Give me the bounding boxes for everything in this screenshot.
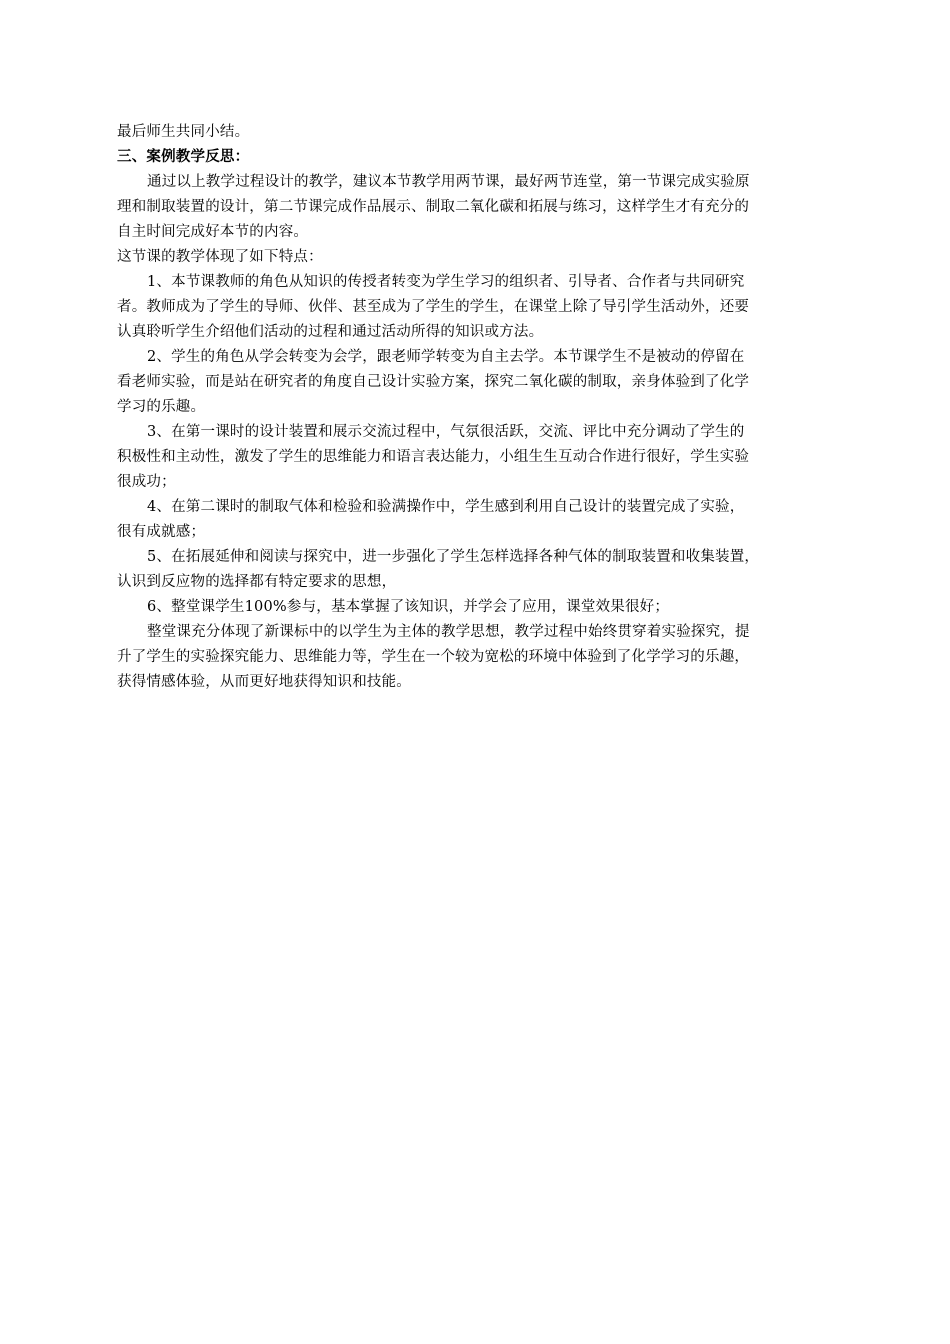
section-heading: 三、案例教学反思： (117, 149, 250, 165)
paragraph-feature-6 (117, 595, 837, 620)
paragraph-line: 1、本节课教师的角色从知识的传授者转变为学生学习的组织者、引导者、合作者与共同研究 (147, 274, 745, 290)
paragraph-line: 4、在第二课时的制取气体和检验和验满操作中，学生感到利用自己设计的装置完成了实验， (147, 499, 745, 515)
paragraph-features-intro (117, 245, 837, 270)
paragraph-line: 积极性和主动性，激发了学生的思维能力和语言表达能力，小组生生互动合作进行很好，学生实验 (117, 449, 750, 465)
paragraph-line: 整堂课充分体现了新课标中的以学生为主体的教学思想，教学过程中始终贯穿着实验探究，提 (147, 624, 750, 640)
paragraph-line: 者。教师成为了学生的导师、伙伴、甚至成为了学生的学生，在课堂上除了导引学生活动外，还要 (117, 299, 750, 315)
paragraph-line: 看老师实验，而是站在研究者的角度自己设计实验方案，探究二氧化碳的制取，亲身体验到了化学 (117, 374, 750, 390)
paragraph-line: 这节课的教学体现了如下特点： (117, 249, 323, 265)
closing-line: 最后师生共同小结。 (117, 124, 250, 140)
paragraph-feature-3 (117, 420, 837, 495)
paragraph-line: 2、学生的角色从学会转变为会学，跟老师学转变为自主去学。本节课学生不是被动的停留在 (147, 349, 745, 365)
paragraph-line: 6、整堂课学生100%参与，基本掌握了该知识，并学会了应用，课堂效果很好； (147, 599, 670, 615)
paragraph-line: 升了学生的实验探究能力、思维能力等，学生在一个较为宽松的环境中体验到了化学学习的乐趣， (117, 649, 750, 665)
paragraph-feature-2 (117, 345, 837, 420)
paragraph-line: 5、在拓展延伸和阅读与探究中，进一步强化了学生怎样选择各种气体的制取装置和收集装置， (147, 549, 760, 565)
paragraph-feature-1 (117, 270, 837, 345)
paragraph-line: 很成功； (117, 474, 176, 490)
paragraph-course-plan (117, 170, 837, 245)
paragraph-line: 很有成就感； (117, 524, 206, 540)
paragraph-line: 3、在第一课时的设计装置和展示交流过程中，气氛很活跃，交流、评比中充分调动了学生的 (147, 424, 745, 440)
paragraph-line: 学习的乐趣。 (117, 399, 206, 415)
paragraph-line: 认识到反应物的选择都有特定要求的思想， (117, 574, 397, 590)
paragraph-line: 获得情感体验，从而更好地获得知识和技能。 (117, 674, 411, 690)
paragraph-line: 通过以上教学过程设计的教学，建议本节教学用两节课，最好两节连堂，第一节课完成实验原 (147, 174, 750, 190)
document-body (117, 120, 837, 695)
paragraph-line: 认真聆听学生介绍他们活动的过程和通过活动所得的知识或方法。 (117, 324, 544, 340)
paragraph-conclusion (117, 620, 837, 695)
paragraph-line: 自主时间完成好本节的内容。 (117, 224, 309, 240)
paragraph-feature-4 (117, 495, 837, 545)
paragraph-line: 理和制取装置的设计，第二节课完成作品展示、制取二氧化碳和拓展与练习，这样学生才有充分的 (117, 199, 750, 215)
paragraph-feature-5 (117, 545, 837, 595)
